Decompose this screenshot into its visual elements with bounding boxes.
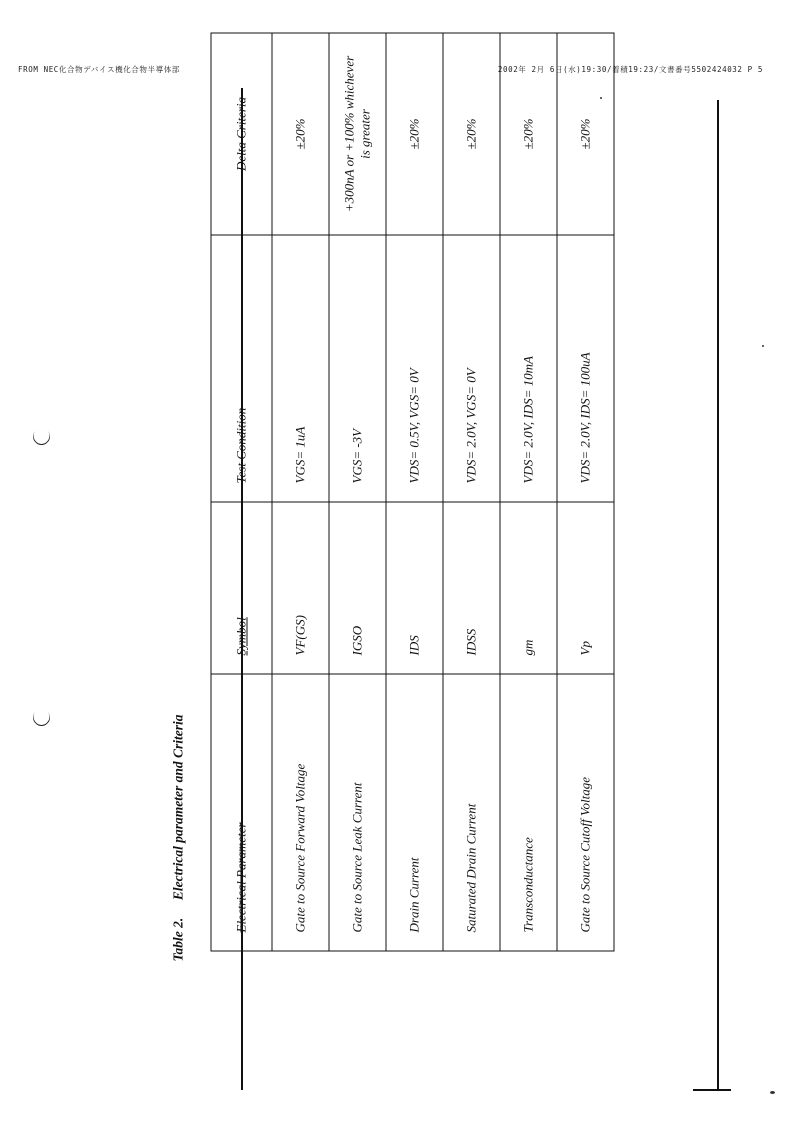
cell-delta: ±20% (557, 33, 614, 235)
header-condition: Test Condition (211, 235, 272, 502)
cell-parameter: Transconductance (500, 674, 557, 951)
cell-delta: ±20% (443, 33, 500, 235)
rotated-table-block (170, 55, 626, 961)
table-row (443, 33, 500, 951)
cell-symbol: IDSS (443, 502, 500, 674)
scan-line-right (717, 100, 719, 1090)
cell-parameter: Gate to Source Forward Voltage (272, 674, 329, 951)
table-row (329, 33, 386, 951)
table-row (272, 33, 329, 951)
electrical-parameter-table (211, 32, 615, 951)
table-row (386, 33, 443, 951)
cell-symbol: IGSO (329, 502, 386, 674)
speck (770, 1091, 775, 1094)
table-number: Table 2. (170, 917, 186, 961)
table-header-row (211, 33, 272, 951)
cell-parameter: Gate to Source Cutoff Voltage (557, 674, 614, 951)
cell-condition: VDS= 0.5V, VGS= 0V (386, 235, 443, 502)
cell-symbol: gm (500, 502, 557, 674)
cell-condition: VGS= 1uA (272, 235, 329, 502)
cell-parameter: Saturated Drain Current (443, 674, 500, 951)
cell-symbol: VF(GS) (272, 502, 329, 674)
cell-condition: VDS= 2.0V, VGS= 0V (443, 235, 500, 502)
fax-sender: FROM NEC化合物デバイス機化合物半導体部 (18, 65, 180, 74)
cell-delta: +300nA or +100% whichever is greater (329, 33, 386, 235)
cell-parameter: Drain Current (386, 674, 443, 951)
table-row (557, 33, 614, 951)
header-symbol: Symbol (211, 502, 272, 674)
cell-condition: VGS= -3V (329, 235, 386, 502)
header-delta: Delta Criteria (211, 33, 272, 235)
punch-hole-mark-lower (29, 705, 53, 729)
punch-hole-mark-upper (29, 424, 53, 448)
cell-delta: ±20% (386, 33, 443, 235)
fax-timestamp: 2002年 2月 6日(水)19:30/着積19:23/文書番号5502424032 P 5 (497, 65, 763, 74)
cell-delta: ±20% (500, 33, 557, 235)
cell-symbol: Vp (557, 502, 614, 674)
header-parameter: Electrical Parameter (211, 674, 272, 951)
cell-parameter: Gate to Source Leak Current (329, 674, 386, 951)
cell-condition: VDS= 2.0V, IDS= 10mA (500, 235, 557, 502)
cell-condition: VDS= 2.0V, IDS= 100uA (557, 235, 614, 502)
cell-delta: ±20% (272, 33, 329, 235)
cell-symbol: IDS (386, 502, 443, 674)
scan-line-bottom (693, 1089, 731, 1091)
table-caption (171, 714, 187, 961)
table-title: Electrical parameter and Criteria (170, 714, 186, 900)
table-row (500, 33, 557, 951)
speck (762, 345, 764, 347)
